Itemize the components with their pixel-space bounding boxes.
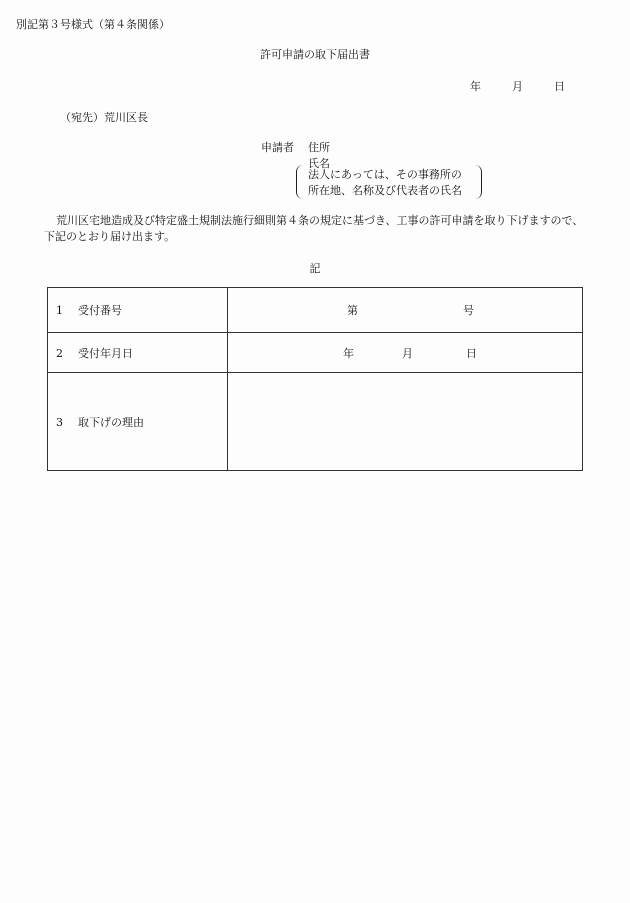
row-number: 2	[56, 346, 63, 360]
receipt-date-day: 日	[466, 346, 477, 360]
document-title: 許可申請の取下届出書	[260, 48, 370, 61]
receipt-date-field[interactable]	[228, 333, 583, 373]
corporate-note-line-1: 法人にあっては、その事務所の	[308, 168, 462, 181]
body-text: 荒川区宅地造成及び特定盛土規制法施行細則第４条の規定に基づき、工事の許可申請を取り下げますので、下記のとおり届け出ます。	[44, 214, 584, 243]
date-day-label: 日	[554, 80, 565, 93]
receipt-number-field[interactable]	[228, 288, 583, 333]
row-number: 3	[56, 415, 63, 429]
row-label: 受付番号	[78, 304, 122, 317]
withdrawal-reason-field[interactable]	[228, 373, 583, 471]
receipt-number-prefix: 第	[347, 304, 358, 317]
row-label-cell	[48, 373, 228, 471]
date-month-label: 月	[512, 80, 523, 93]
submission-date-line	[470, 78, 565, 94]
corporate-note-line-2: 所在地、名称及び代表者の氏名	[308, 184, 462, 197]
receipt-date-year: 年	[343, 346, 354, 360]
row-label: 取下げの理由	[78, 415, 144, 429]
table-row-receipt-number	[48, 288, 583, 333]
details-table	[47, 287, 583, 471]
address-label: 住所	[308, 141, 330, 154]
body-paragraph	[44, 213, 586, 245]
addressee: （宛先）荒川区長	[60, 111, 148, 124]
row-label: 受付年月日	[78, 346, 133, 360]
row-label-cell	[48, 333, 228, 373]
receipt-number-suffix: 号	[463, 304, 474, 317]
name-label: 氏名	[308, 157, 330, 170]
receipt-date-month: 月	[402, 346, 413, 360]
ki-heading: 記	[309, 262, 321, 275]
applicant-label: 申請者	[261, 141, 294, 154]
row-number: 1	[56, 304, 63, 317]
form-id: 別記第３号様式（第４条関係）	[16, 18, 170, 31]
date-year-label: 年	[470, 80, 481, 93]
row-label-cell	[48, 288, 228, 333]
table-row-withdrawal-reason	[48, 373, 583, 471]
corporate-note-bracket	[296, 165, 482, 199]
table-row-receipt-date	[48, 333, 583, 373]
